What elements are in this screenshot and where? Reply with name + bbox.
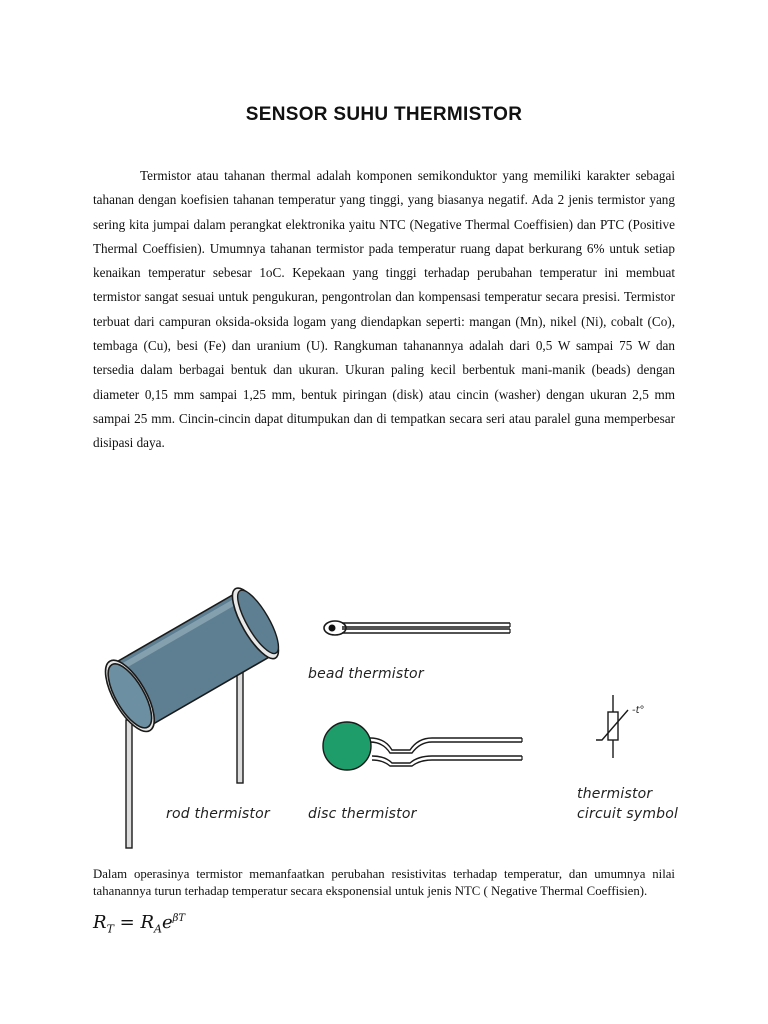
formula-lhs: R <box>93 912 107 933</box>
disc-thermistor-label: disc thermistor <box>308 806 417 822</box>
operation-paragraph: Dalam operasinya termistor memanfaatkan perubahan resistivitas terhadap temperatur, dan umumnya nilai tahanannya turun terhadap temperatur secara eksponensial untuk jenis NTC ( Negative Thermal Coeffisien). <box>93 867 675 898</box>
rod-lead-left <box>126 720 132 848</box>
thermistor-figure <box>80 570 700 860</box>
symbol-temperature-mark: -t° <box>632 705 645 716</box>
rod-lead-right <box>237 665 243 783</box>
formula-rhs-sub: A <box>154 922 162 936</box>
formula-rhs: R <box>140 912 154 933</box>
disc-thermistor-drawing <box>323 722 522 770</box>
formula-equals: = <box>113 912 141 933</box>
bead-dot <box>329 625 336 632</box>
intro-paragraph: Termistor atau tahanan thermal adalah komponen semikonduktor yang memiliki karakter sebagai tahanan dengan koefisien tahanan temperatur yang tinggi, yang biasanya negatif. Ada 2 jenis termistor yang sering kita jumpai dalam perangkat elektronika yaitu NTC (Negative Thermal Coeffisien) dan PTC (Positive Thermal Coeffisien). Umumnya tahanan termistor pada temperatur ruang dapat berkurang 6% untuk setiap kenaikan temperatur sebesar 1oC. Kepekaan yang tinggi terhadap perubahan temperatur ini membuat termistor sangat sesuai untuk pengukuran, pengontrolan dan kompensasi temperatur secara presisi. Termistor terbuat dari campuran oksida-oksida logam yang diendapkan seperti: mangan (Mn), nikel (Ni), cobalt (Co), tembaga (Cu), besi (Fe) dan uranium (U). Rangkuman tahanannya adalah dari 0,5 W sampai 75 W dan tersedia dalam berbagai bentuk dan ukuran. Ukuran paling kecil berbentuk mani-manik (beads) dengan diameter 0,15 mm sampai 1,25 mm, bentuk piringan (disk) atau cincin (washer) dengan ukuran 2,5 mm sampai 25 mm. Cincin-cincin dapat ditumpukan dan di tempatkan secara seri atau paralel guna memperbesar disipasi daya. <box>93 168 675 451</box>
circuit-symbol-label-line1: thermistor <box>577 786 653 802</box>
bead-thermistor-label: bead thermistor <box>308 666 424 682</box>
formula-base: e <box>161 912 173 933</box>
resistance-formula <box>93 912 185 936</box>
formula-lhs-sub: T <box>106 922 114 936</box>
circuit-symbol-label-line2: circuit symbol <box>577 806 679 822</box>
disc-body <box>323 722 371 770</box>
page-title: SENSOR SUHU THERMISTOR <box>245 104 523 125</box>
formula-exponent: βT <box>172 913 186 924</box>
rod-thermistor-label: rod thermistor <box>166 806 270 822</box>
bead-thermistor-drawing <box>324 621 510 635</box>
thermistor-circuit-symbol <box>596 695 645 758</box>
